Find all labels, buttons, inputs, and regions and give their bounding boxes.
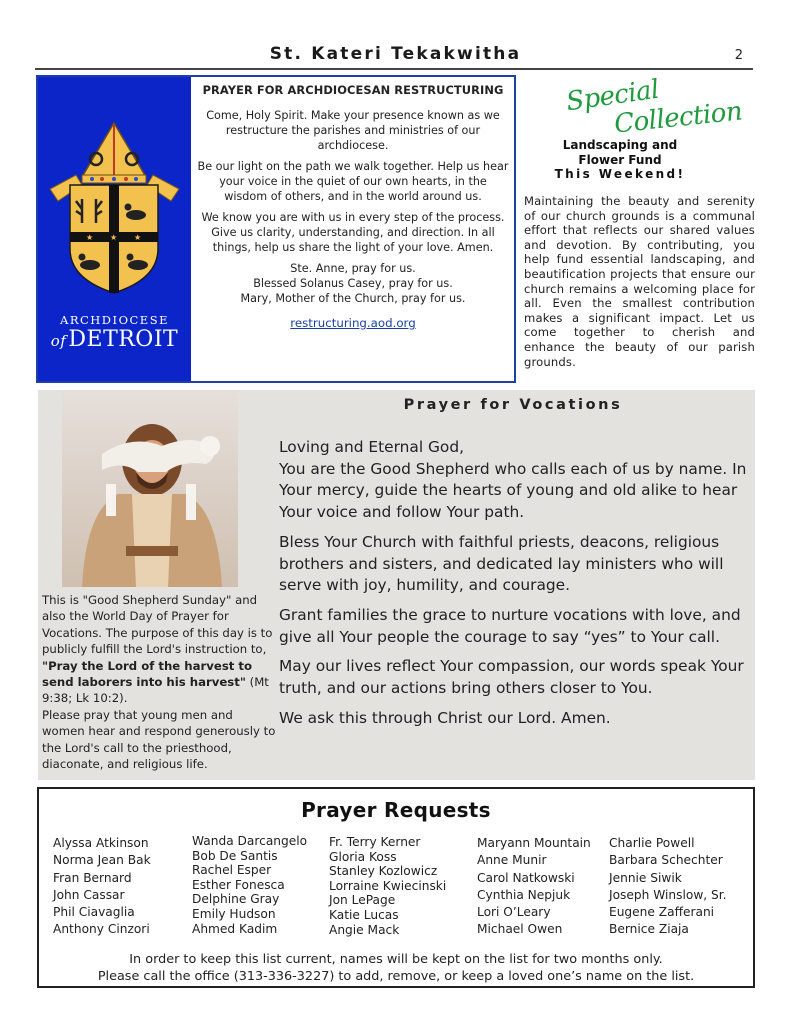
list-item: Eugene Zafferani: [609, 905, 715, 920]
names-column-5: [609, 835, 727, 939]
vocations-paragraph-1-body: You are the Good Shepherd who calls each of us by name. In Your mercy, guide the hearts of young and old alike to hear Your voice and follow Your path.: [279, 459, 747, 522]
list-item: Gloria Koss: [329, 849, 397, 864]
list-item: John Cassar: [53, 887, 125, 902]
list-item: Stanley Kozlowicz: [329, 864, 438, 879]
special-collection-body: Maintaining the beauty and serenity of our church grounds is a communal effort that reflects our shared values and devotion. By contributing, you help fund essential landscaping, and beautification projects that ensure our church remains a welcoming place for all. Even the smallest contribution makes a significant impact. Let us come together to cherish and enhance the beauty of our parish grounds.: [524, 194, 755, 369]
good-shepherd-image: [62, 390, 238, 587]
list-item: Angie Mack: [329, 922, 400, 937]
list-item: Fr. Terry Kerner: [329, 835, 421, 849]
prayer-paragraph-1: Come, Holy Spirit. Make your presence known as we restructure the parishes and ministries of our archdiocese.: [206, 109, 500, 152]
vocations-opening: Loving and Eternal God,: [279, 438, 465, 456]
footer-line-2: Please call the office (313-336-3227) to add, remove, or keep a loved one’s name on the list.: [97, 968, 695, 984]
prayer-paragraph-2: Be our light on the path we walk together. Help us hear your voice in the quiet of our own hearts, in the wisdom of others, and in the world around us.: [197, 160, 509, 203]
svg-text:★: ★: [86, 233, 94, 242]
list-item: Katie Lucas: [329, 907, 399, 922]
logo-archdiocese-text: ARCHDIOCESE: [60, 313, 169, 327]
list-item: Norma Jean Bak: [53, 853, 151, 868]
names-column-2: [192, 834, 307, 936]
logo-detroit-text: [38, 327, 191, 352]
collection-script-text: Collection: [612, 96, 744, 140]
footer-line-1: In order to keep this list current, names will be kept on the list for two months only.: [129, 952, 663, 967]
caption-text-2: Please pray that young men and women hear and respond generously to the Lord's call to the priesthood, diaconate, and religious life.: [42, 707, 276, 772]
list-item: Bob De Santis: [192, 848, 278, 863]
list-item: Lorraine Kwiecinski: [329, 878, 447, 893]
list-item: Emily Hudson: [192, 906, 276, 921]
svg-text:★: ★: [134, 233, 142, 242]
vocations-prayer-text: [279, 437, 749, 737]
vocations-paragraph-4: May our lives reflect Your compassion, our words speak Your truth, and our actions bring others closer to You.: [279, 657, 744, 698]
list-item: Esther Fonesca: [192, 877, 285, 892]
vocations-paragraph-5: We ask this through Christ our Lord. Amen.: [279, 708, 611, 727]
page-number: 2: [734, 48, 743, 63]
restructuring-prayer-text: [196, 83, 510, 331]
list-item: Barbara Schechter: [609, 853, 723, 868]
bulletin-title: St. Kateri Tekakwitha: [269, 44, 522, 64]
prayer-requests-footer: [39, 952, 753, 985]
vocations-paragraph-1: [279, 437, 749, 524]
invocation-solanus-casey: Blessed Solanus Casey, pray for us.: [253, 277, 453, 290]
list-item: Joseph Winslow, Sr.: [609, 887, 727, 902]
coat-of-arms-icon: [46, 119, 183, 294]
restructuring-prayer-title: PRAYER FOR ARCHDIOCESAN RESTRUCTURING: [202, 83, 504, 97]
list-item: Phil Ciavaglia: [53, 905, 135, 920]
caption-citation: (Mt 9:38; Lk 10:2).: [42, 675, 269, 706]
vocations-paragraph-3: Grant families the grace to nurture vocations with love, and give all Your people the courage to say “yes” to Your call.: [279, 605, 741, 646]
names-column-1: [53, 835, 151, 939]
caption-scripture-quote: "Pray the Lord of the harvest to send laborers into his harvest": [42, 658, 253, 690]
vocations-box: [38, 390, 755, 780]
names-column-4: [477, 835, 591, 939]
invocation-mary: Mary, Mother of the Church, pray for us.: [240, 292, 466, 305]
list-item: Jennie Siwik: [609, 870, 682, 885]
good-shepherd-caption: [42, 592, 276, 772]
caption-text-1: This is "Good Shepherd Sunday" and also the World Day of Prayer for Vocations. The purpose of this day is to publicly fulfill the Lord's instruction to,: [42, 593, 273, 657]
restructuring-link[interactable]: restructuring.aod.org: [290, 316, 416, 330]
list-item: Ahmed Kadim: [192, 921, 278, 936]
invocation-ste-anne: Ste. Anne, pray for us.: [290, 262, 416, 275]
collection-subtitle-1: Landscaping and: [562, 138, 678, 152]
list-item: Fran Bernard: [53, 870, 132, 885]
list-item: Wanda Darcangelo: [192, 834, 308, 848]
prayer-requests-title: Prayer Requests: [301, 798, 491, 822]
vocations-paragraph-2: Bless Your Church with faithful priests, deacons, religious brothers and sisters, and dedicated lay ministers who will serve with joy, humility, and courage.: [279, 532, 724, 595]
list-item: Jon LePage: [329, 893, 396, 908]
collection-subtitle-2: Flower Fund: [578, 153, 662, 167]
list-item: Michael Owen: [477, 922, 563, 937]
logo-detroit-word: DETROIT: [68, 327, 179, 352]
list-item: Bernice Ziaja: [609, 922, 689, 937]
list-item: Carol Natkowski: [477, 870, 575, 885]
list-item: Alyssa Atkinson: [53, 836, 149, 850]
names-column-3: [329, 835, 446, 937]
list-item: Cynthia Nepjuk: [477, 887, 571, 902]
list-item: Rachel Esper: [192, 863, 272, 878]
logo-of-text: of: [50, 332, 67, 350]
header-divider: [35, 68, 753, 70]
list-item: Maryann Mountain: [477, 836, 591, 850]
list-item: Lori O’Leary: [477, 905, 551, 920]
list-item: Delphine Gray: [192, 892, 280, 907]
archdiocese-logo: [38, 77, 191, 381]
special-script-text: Special: [564, 74, 661, 118]
vocations-title: Prayer for Vocations: [403, 397, 623, 413]
collection-subtitle-3: This Weekend!: [554, 167, 686, 181]
prayer-paragraph-3: We know you are with us in every step of the process. Give us clarity, understanding, and direction. In all things, help us share the light of your love. Amen.: [201, 211, 505, 254]
good-shepherd-illustration-icon: [62, 390, 238, 587]
restructuring-prayer-box: [36, 75, 516, 383]
prayer-paragraph-4: [196, 261, 510, 306]
prayer-requests-box: [37, 787, 755, 988]
svg-text:★: ★: [110, 233, 118, 242]
list-item: Anne Munir: [477, 853, 547, 868]
list-item: Anthony Cinzori: [53, 922, 150, 937]
list-item: Charlie Powell: [609, 836, 695, 850]
